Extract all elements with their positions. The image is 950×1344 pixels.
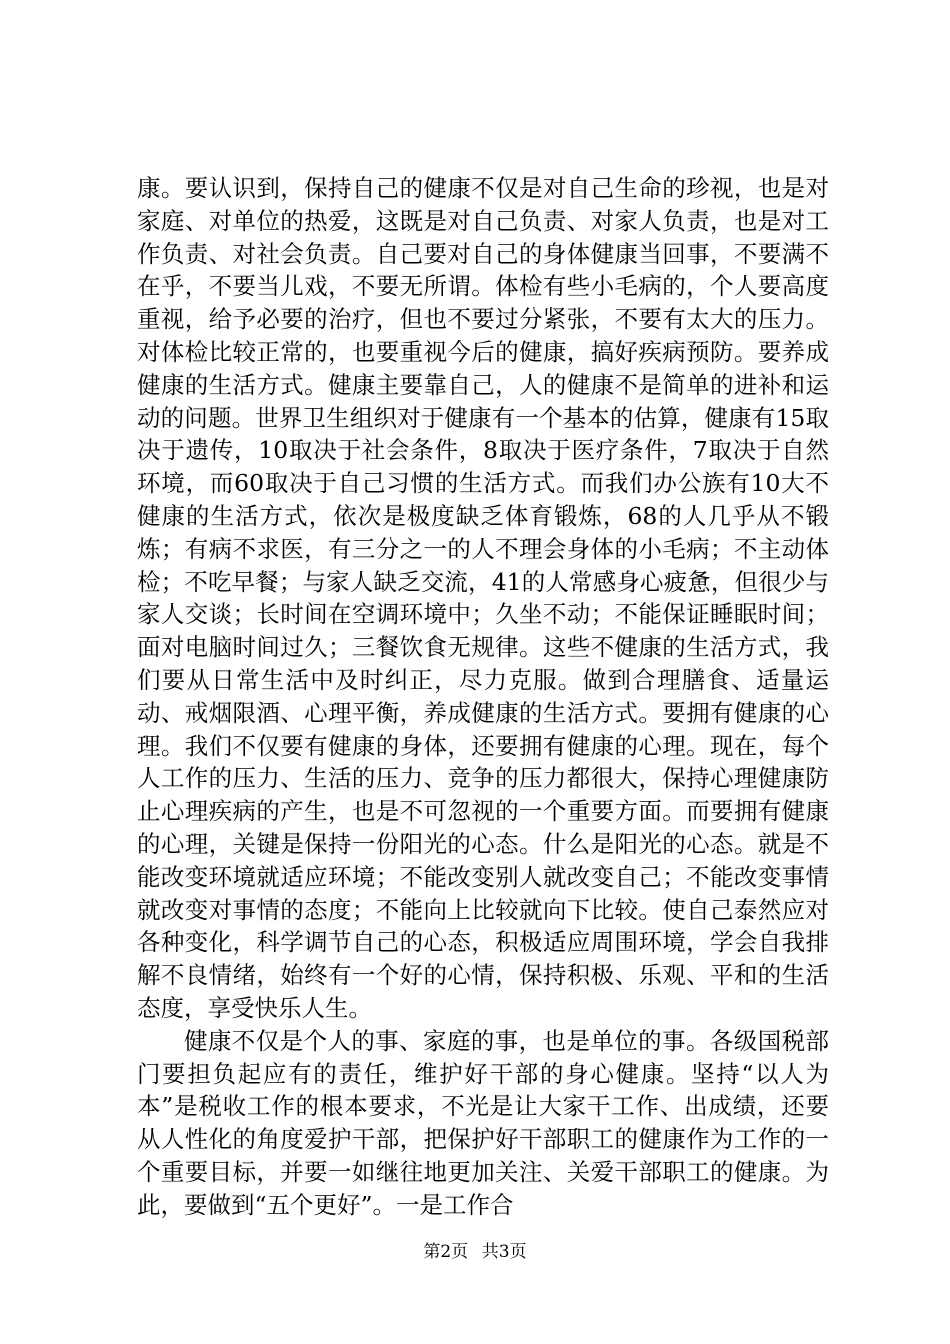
page-number: 第2页 [423,1242,469,1262]
paragraph-1: 康。要认识到，保持自己的健康不仅是对自己生命的珍视，也是对家庭、对单位的热爱，这既是对自己负责、对家人负责，也是对工作负责、对社会负责。自己要对自己的身体健康当回事，不要满不在乎，不要当儿戏，不要无所谓。体检有些小毛病的，个人要高度重视，给予必要的治疗，但也不要过分紧张，不要有太大的压力。对体检比较正常的，也要重视今后的健康，搞好疾病预防。要养成健康的生活方式。健康主要靠自己，人的健康不是简单的进补和运动的问题。世界卫生组织对于健康有一个基本的估算，健康有15取决于遗传，10取决于社会条件，8取决于医疗条件，7取决于自然环境，而60取决于自己习惯的生活方式。而我们办公族有10大不健康的生活方式，依次是极度缺乏体育锻炼，68的人几乎从不锻炼；有病不求医，有三分之一的人不理会身体的小毛病；不主动体检；不吃早餐；与家人缺乏交流，41的人常感身心疲惫，但很少与家人交谈；长时间在空调环境中；久坐不动；不能保证睡眠时间；面对电脑时间过久；三餐饮食无规律。这些不健康的生活方式，我们要从日常生活中及时纠正，尽力克服。做到合理膳食、适量运动、戒烟限酒、心理平衡，养成健康的生活方式。要拥有健康的心理。我们不仅要有健康的身体，还要拥有健康的心理。现在，每个人工作的压力、生活的压力、竞争的压力都很大，保持心理健康防止心理疾病的产生，也是不可忽视的一个重要方面。而要拥有健康的心理，关键是保持一份阳光的心态。什么是阳光的心态。就是不能改变环境就适应环境；不能改变别人就改变自己；不能改变事情就改变对事情的态度；不能向上比较就向下比较。使自己泰然应对各种变化，科学调节自己的心态，积极适应周围环境，学会自我排解不良情绪，始终有一个好的心情，保持积极、乐观、平和的生活态度，享受快乐人生。 [137,174,829,1022]
page-total: 共3页 [481,1242,527,1262]
document-body [137,172,829,1222]
paragraph-2: 健康不仅是个人的事、家庭的事，也是单位的事。各级国税部门要担负起应有的责任，维护好干部的身心健康。坚持“以人为本”是税收工作的根本要求，不光是让大家干工作、出成绩，还要从人性化的角度爱护干部，把保护好干部职工的健康作为工作的一个重要目标，并要一如继往地更加关注、关爱干部职工的健康。为此，要做到“五个更好”。一是工作合 [137,1026,829,1219]
page-footer [0,1242,950,1262]
